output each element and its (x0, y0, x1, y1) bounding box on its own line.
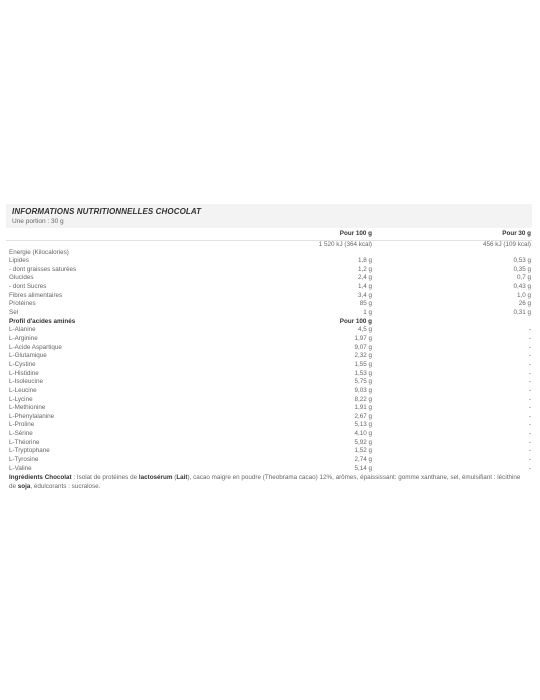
row-label: L-Sérine (9, 430, 33, 438)
row-label: L-Tryptophane (9, 447, 50, 455)
row-value-per-100g: 1,55 g (354, 360, 372, 368)
row-value-per-30g: - (528, 447, 531, 455)
row-label: L-Alanine (9, 326, 36, 334)
amino-acid-header-row (6, 318, 532, 327)
column-header-per-100g: Pour 100 g (288, 228, 378, 241)
amino-acid-row (6, 421, 532, 430)
nutrition-row (6, 257, 532, 266)
row-value-per-100g: 1,53 g (354, 369, 372, 377)
row-value-per-30g: - (528, 456, 531, 464)
nutrition-panel (6, 204, 532, 491)
row-value-per-30g: - (528, 369, 531, 377)
row-value-per-30g: - (528, 404, 531, 412)
row-value-per-100g: 2,32 g (354, 352, 372, 360)
row-value-per-100g: 2,67 g (354, 412, 372, 420)
row-value-per-100g: 3,4 g (357, 291, 372, 299)
amino-acid-row (6, 326, 532, 335)
row-label: L-Cystine (9, 360, 36, 368)
row-value-per-100g: 9,07 g (354, 343, 372, 351)
row-value-per-100g: 1 g (363, 308, 372, 316)
column-header-per-30g: Pour 30 g (378, 228, 532, 241)
row-label: L-Acide Aspartique (9, 343, 62, 351)
ingredient-text: ), cacao maigre en poudre (Theobrama cacao) 12%, arômes, épaississant: gomme xanthane, sel, émulsifiant : lécithine de (9, 474, 521, 491)
row-value-per-30g: - (528, 412, 531, 420)
amino-acid-row (6, 413, 532, 422)
amino-acid-row (6, 404, 532, 413)
row-value-per-100g: 1,91 g (354, 404, 372, 412)
row-value-per-100g: 4,10 g (354, 430, 372, 438)
row-value-per-30g: - (528, 386, 531, 394)
row-value-per-100g: 5,92 g (354, 438, 372, 446)
row-label: - dont Sucres (9, 282, 47, 290)
nutrition-header (6, 204, 532, 228)
row-label: Profil d'acides aminés (9, 317, 76, 325)
nutrition-row (6, 241, 532, 258)
row-value-per-30g: 26 g (518, 300, 531, 308)
row-value-per-30g: 0,7 g (516, 274, 531, 282)
row-value-per-100g: 4,5 g (357, 326, 372, 334)
row-value-per-100g: 85 g (359, 300, 372, 308)
allergen-text: soja (17, 483, 31, 491)
row-label: Fibres alimentaires (9, 291, 63, 299)
row-label: Lipides (9, 257, 29, 264)
row-label: L-Phenylalanine (9, 412, 55, 420)
row-label: L-Arginine (9, 334, 38, 342)
row-value-per-30g: - (528, 352, 531, 360)
row-label: L-Histidine (9, 369, 39, 377)
row-value-per-30g (378, 318, 532, 327)
row-value-per-30g: 456 kJ (109 kcal) (483, 241, 531, 248)
serving-size: Une portion : 30 g (12, 218, 64, 225)
row-value-per-100g: 1,2 g (357, 265, 372, 273)
nutrition-row (6, 266, 532, 275)
row-value-per-30g: - (528, 421, 531, 429)
row-value-per-30g: - (528, 438, 531, 446)
nutrition-table (6, 228, 532, 473)
row-value-per-100g: Pour 100 g (339, 317, 372, 325)
amino-acid-row (6, 465, 532, 474)
row-label: Sel (9, 308, 19, 316)
row-value-per-30g: - (528, 464, 531, 472)
row-value-per-100g: 5,13 g (354, 421, 372, 429)
amino-acid-row (6, 344, 532, 353)
row-value-per-30g: 1,0 g (516, 291, 531, 299)
nutrition-row (6, 309, 532, 318)
row-label: L-Lycine (9, 395, 33, 403)
row-value-per-100g: 1,52 g (354, 447, 372, 455)
amino-acid-row (6, 430, 532, 439)
row-value-per-30g: - (528, 360, 531, 368)
amino-acid-row (6, 447, 532, 456)
amino-acid-row (6, 396, 532, 405)
row-label: Glucides (9, 274, 34, 282)
row-label: L-Valine (9, 464, 32, 472)
row-value-per-30g: - (528, 334, 531, 342)
row-value-per-100g: 5,14 g (354, 464, 372, 472)
ingredient-text: , édulcorants : sucralose. (30, 483, 101, 491)
row-label: Energie (Kilocalories) (9, 249, 69, 256)
row-value-per-30g: - (528, 430, 531, 438)
row-value-per-30g: 0,35 g (513, 265, 531, 273)
row-label: L-Proline (9, 421, 35, 429)
ingredient-text: : Isolat de protéines de (71, 474, 139, 482)
row-label: L-Tyrosine (9, 456, 39, 464)
column-header-label (6, 228, 288, 241)
ingredients-text (6, 473, 532, 491)
amino-acid-row (6, 361, 532, 370)
row-label: L-Glutamique (9, 352, 47, 360)
row-label: L-Methionine (9, 404, 46, 412)
row-value-per-30g: - (528, 326, 531, 334)
amino-acid-row (6, 335, 532, 344)
amino-acid-row (6, 352, 532, 361)
allergen-text: Lait (176, 474, 188, 482)
row-value-per-30g: - (528, 343, 531, 351)
row-label: - dont graisses saturées (9, 265, 77, 273)
row-value-per-100g: 1,97 g (354, 334, 372, 342)
row-value-per-30g: 0,43 g (513, 282, 531, 290)
amino-acid-row (6, 378, 532, 387)
column-header-row (6, 228, 532, 241)
row-label: L-Théorine (9, 438, 40, 446)
row-value-per-30g: 0,53 g (513, 257, 531, 264)
row-value-per-30g: - (528, 395, 531, 403)
ingredients-heading: Ingrédients Chocolat (9, 474, 72, 482)
nutrition-row (6, 283, 532, 292)
row-value-per-100g: 8,22 g (354, 395, 372, 403)
row-value-per-100g: 1 520 kJ (364 kcal) (318, 241, 372, 248)
row-value-per-100g: 2,4 g (357, 274, 372, 282)
row-value-per-100g: 9,03 g (354, 386, 372, 394)
row-value-per-100g: 5,75 g (354, 378, 372, 386)
allergen-text: lactosérum (138, 474, 173, 482)
amino-acid-row (6, 439, 532, 448)
nutrition-title: INFORMATIONS NUTRITIONNELLES CHOCOLAT (12, 207, 202, 216)
amino-acid-row (6, 387, 532, 396)
row-value-per-100g: 2,74 g (354, 456, 372, 464)
row-label: L-Leucine (9, 386, 37, 394)
nutrition-row (6, 292, 532, 301)
amino-acid-row (6, 370, 532, 379)
row-value-per-30g: - (528, 378, 531, 386)
amino-acid-row (6, 456, 532, 465)
row-label: L-Isoleucine (9, 378, 43, 386)
row-value-per-100g: 1,8 g (357, 257, 372, 264)
row-label: Protéines (9, 300, 36, 308)
row-value-per-30g: 0,31 g (513, 308, 531, 316)
nutrition-row (6, 300, 532, 309)
row-value-per-100g: 1,4 g (357, 282, 372, 290)
nutrition-row (6, 274, 532, 283)
ingredient-text: ( (172, 474, 177, 482)
